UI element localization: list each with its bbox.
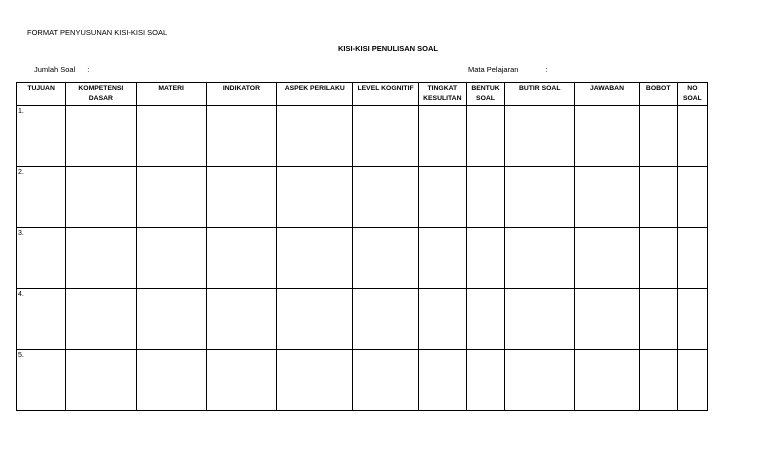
table-cell	[66, 106, 136, 167]
table-cell	[66, 167, 136, 228]
table-row	[17, 167, 708, 228]
mata-pelajaran-colon: :	[545, 65, 548, 74]
table-cell	[639, 106, 677, 167]
table-cell	[466, 289, 504, 350]
table-cell	[353, 106, 418, 167]
table-cell	[353, 228, 418, 289]
table-cell	[677, 106, 707, 167]
header-tujuan: TUJUAN	[17, 83, 66, 106]
table-cell	[575, 106, 639, 167]
table-cell	[277, 228, 353, 289]
table-row	[17, 350, 708, 411]
header-aspek-perilaku: ASPEK PERILAKU	[277, 83, 353, 106]
table-cell	[639, 350, 677, 411]
jumlah-soal-colon: :	[87, 65, 90, 74]
header-level-kognitif: LEVEL KOGNITIF	[353, 83, 418, 106]
table-cell	[466, 350, 504, 411]
table-cell	[418, 106, 466, 167]
table-row	[17, 289, 708, 350]
table-cell	[575, 167, 639, 228]
table-cell	[575, 289, 639, 350]
table-cell	[206, 106, 276, 167]
header-kompetensi-dasar: KOMPETENSI DASAR	[66, 83, 136, 106]
header-materi: MATERI	[136, 83, 206, 106]
header-bentuk-soal: BENTUK SOAL	[466, 83, 504, 106]
table-cell	[66, 228, 136, 289]
table-cell	[677, 350, 707, 411]
table-cell	[277, 106, 353, 167]
table-cell	[17, 106, 66, 167]
table-cell	[418, 350, 466, 411]
table-row	[17, 106, 708, 167]
table-cell	[677, 167, 707, 228]
table-cell	[136, 228, 206, 289]
table-cell	[66, 289, 136, 350]
table-cell	[505, 167, 575, 228]
row-number: 4.	[18, 291, 24, 298]
mata-pelajaran-label: Mata Pelajaran	[468, 65, 519, 74]
header-tingkat-kesulitan: TINGKAT KESULITAN	[418, 83, 466, 106]
table-cell	[206, 228, 276, 289]
table-cell	[639, 289, 677, 350]
header-bobot: BOBOT	[639, 83, 677, 106]
table-cell	[17, 289, 66, 350]
table-cell	[575, 228, 639, 289]
table-cell	[418, 228, 466, 289]
table-cell	[353, 350, 418, 411]
table-cell	[505, 350, 575, 411]
header-no-soal: NO SOAL	[677, 83, 707, 106]
row-number: 2.	[18, 169, 24, 176]
table-cell	[206, 350, 276, 411]
table-cell	[206, 167, 276, 228]
table-cell	[17, 350, 66, 411]
format-label: FORMAT PENYUSUNAN KISI-KISI SOAL	[27, 28, 168, 37]
row-number: 3.	[18, 230, 24, 237]
table-cell	[466, 106, 504, 167]
table-header-row	[17, 83, 708, 106]
table-cell	[66, 350, 136, 411]
table-cell	[136, 289, 206, 350]
table-cell	[677, 228, 707, 289]
table-cell	[353, 167, 418, 228]
table-cell	[418, 167, 466, 228]
table-cell	[277, 167, 353, 228]
table-cell	[206, 289, 276, 350]
table-cell	[136, 350, 206, 411]
table-cell	[505, 228, 575, 289]
table-cell	[639, 167, 677, 228]
table-cell	[505, 289, 575, 350]
table-cell	[505, 106, 575, 167]
table-cell	[136, 167, 206, 228]
table-cell	[277, 289, 353, 350]
table-cell	[418, 289, 466, 350]
table-cell	[277, 350, 353, 411]
header-indikator: INDIKATOR	[206, 83, 276, 106]
page-title: KISI-KISI PENULISAN SOAL	[337, 44, 438, 53]
table-cell	[17, 167, 66, 228]
kisi-kisi-table	[16, 82, 708, 411]
row-number: 1.	[18, 108, 24, 115]
jumlah-soal-field	[34, 65, 89, 74]
table-cell	[466, 228, 504, 289]
table-cell	[136, 106, 206, 167]
table-row	[17, 228, 708, 289]
header-butir-soal: BUTIR SOAL	[505, 83, 575, 106]
table-cell	[466, 167, 504, 228]
table-cell	[677, 289, 707, 350]
table-cell	[639, 228, 677, 289]
table-cell	[353, 289, 418, 350]
row-number: 5.	[18, 352, 24, 359]
header-jawaban: JAWABAN	[575, 83, 639, 106]
mata-pelajaran-field	[468, 65, 548, 74]
table-cell	[17, 228, 66, 289]
table-cell	[575, 350, 639, 411]
jumlah-soal-label: Jumlah Soal	[34, 65, 76, 74]
